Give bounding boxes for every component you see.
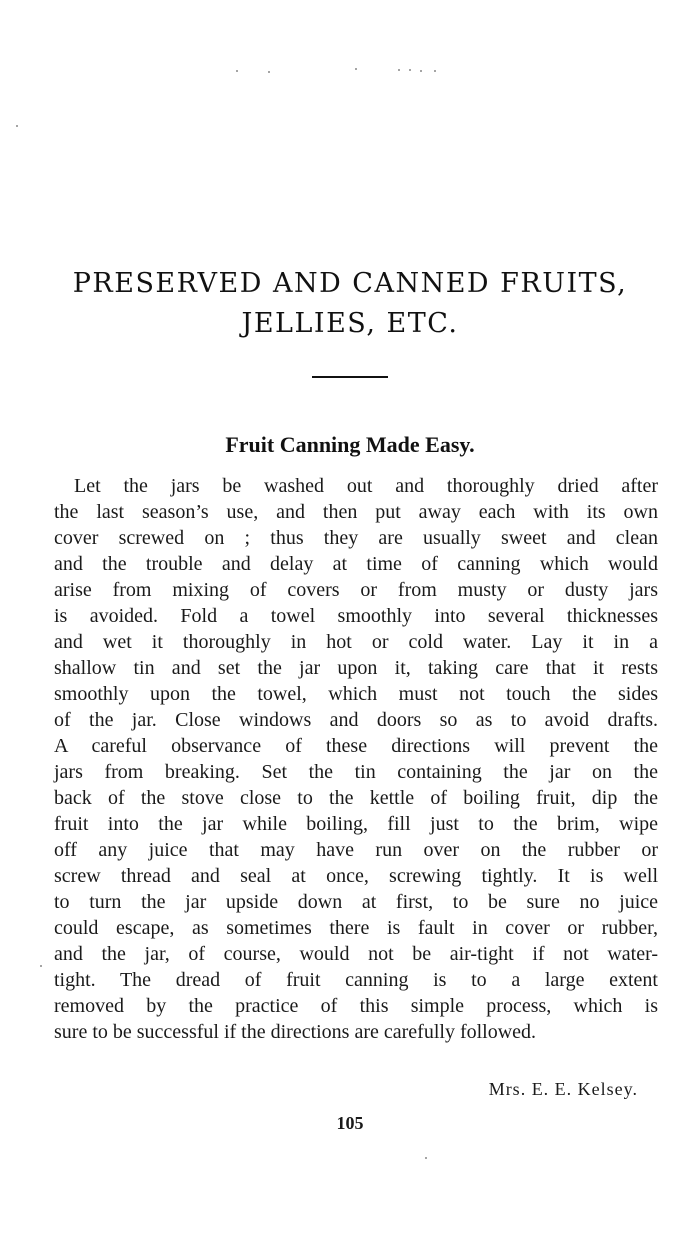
page-number: 105 <box>336 1113 364 1133</box>
scan-speck <box>16 125 18 127</box>
body-line: sure to be successful if the directions are carefully followed. <box>54 1021 537 1043</box>
body-line: tight. The dread of fruit canning is to a large extent <box>54 969 658 991</box>
body-line: off any juice that may have run over on the rubber or <box>54 839 658 861</box>
body-line: and the jar, of course, would not be air-tight if not water- <box>54 943 658 965</box>
body-line: fruit into the jar while boiling, fill just to the brim, wipe <box>54 813 658 835</box>
body-line: Let the jars be washed out and thoroughly dried after <box>74 475 658 497</box>
body-line: smoothly upon the towel, which must not touch the sides <box>54 683 658 705</box>
scan-speck <box>40 965 42 967</box>
body-line: is avoided. Fold a towel smoothly into several thicknesses <box>54 605 658 627</box>
scan-speck <box>398 69 400 71</box>
body-line: removed by the practice of this simple process, which is <box>54 995 658 1017</box>
body-line: of the jar. Close windows and doors so as to avoid drafts. <box>54 709 658 731</box>
body-line: could escape, as sometimes there is fault in cover or rubber, <box>54 917 658 939</box>
body-line: screw thread and seal at once, screwing tightly. It is well <box>54 865 658 887</box>
body-line: jars from breaking. Set the tin containing the jar on the <box>54 761 658 783</box>
section-heading: Fruit Canning Made Easy. <box>225 432 475 457</box>
title-rule <box>312 376 388 378</box>
author-signature: Mrs. E. E. Kelsey. <box>488 1079 638 1099</box>
scan-speck <box>409 69 411 71</box>
scan-speck <box>236 70 238 72</box>
body-line: to turn the jar upside down at first, to be sure no juice <box>54 891 658 913</box>
body-line: the last season’s use, and then put away each with its own <box>54 501 658 523</box>
scan-speck <box>420 70 422 72</box>
body-line: and wet it thoroughly in hot or cold water. Lay it in a <box>54 631 658 653</box>
chapter-title-line2: JELLIES, ETC. <box>241 308 459 339</box>
scan-speck <box>355 68 357 70</box>
chapter-title-line1: PRESERVED AND CANNED FRUITS, <box>72 268 628 299</box>
scan-speck <box>268 71 270 73</box>
recipe-body <box>54 473 658 1045</box>
body-line: back of the stove close to the kettle of boiling fruit, dip the <box>54 787 658 809</box>
body-line: A careful observance of these directions will prevent the <box>54 735 658 757</box>
body-line: cover screwed on ; thus they are usually sweet and clean <box>54 527 658 549</box>
body-line: arise from mixing of covers or from musty or dusty jars <box>54 579 658 601</box>
body-line: shallow tin and set the jar upon it, taking care that it rests <box>54 657 658 679</box>
scan-speck <box>434 70 436 72</box>
scan-speck <box>425 1157 427 1159</box>
body-line: and the trouble and delay at time of canning which would <box>54 553 658 575</box>
